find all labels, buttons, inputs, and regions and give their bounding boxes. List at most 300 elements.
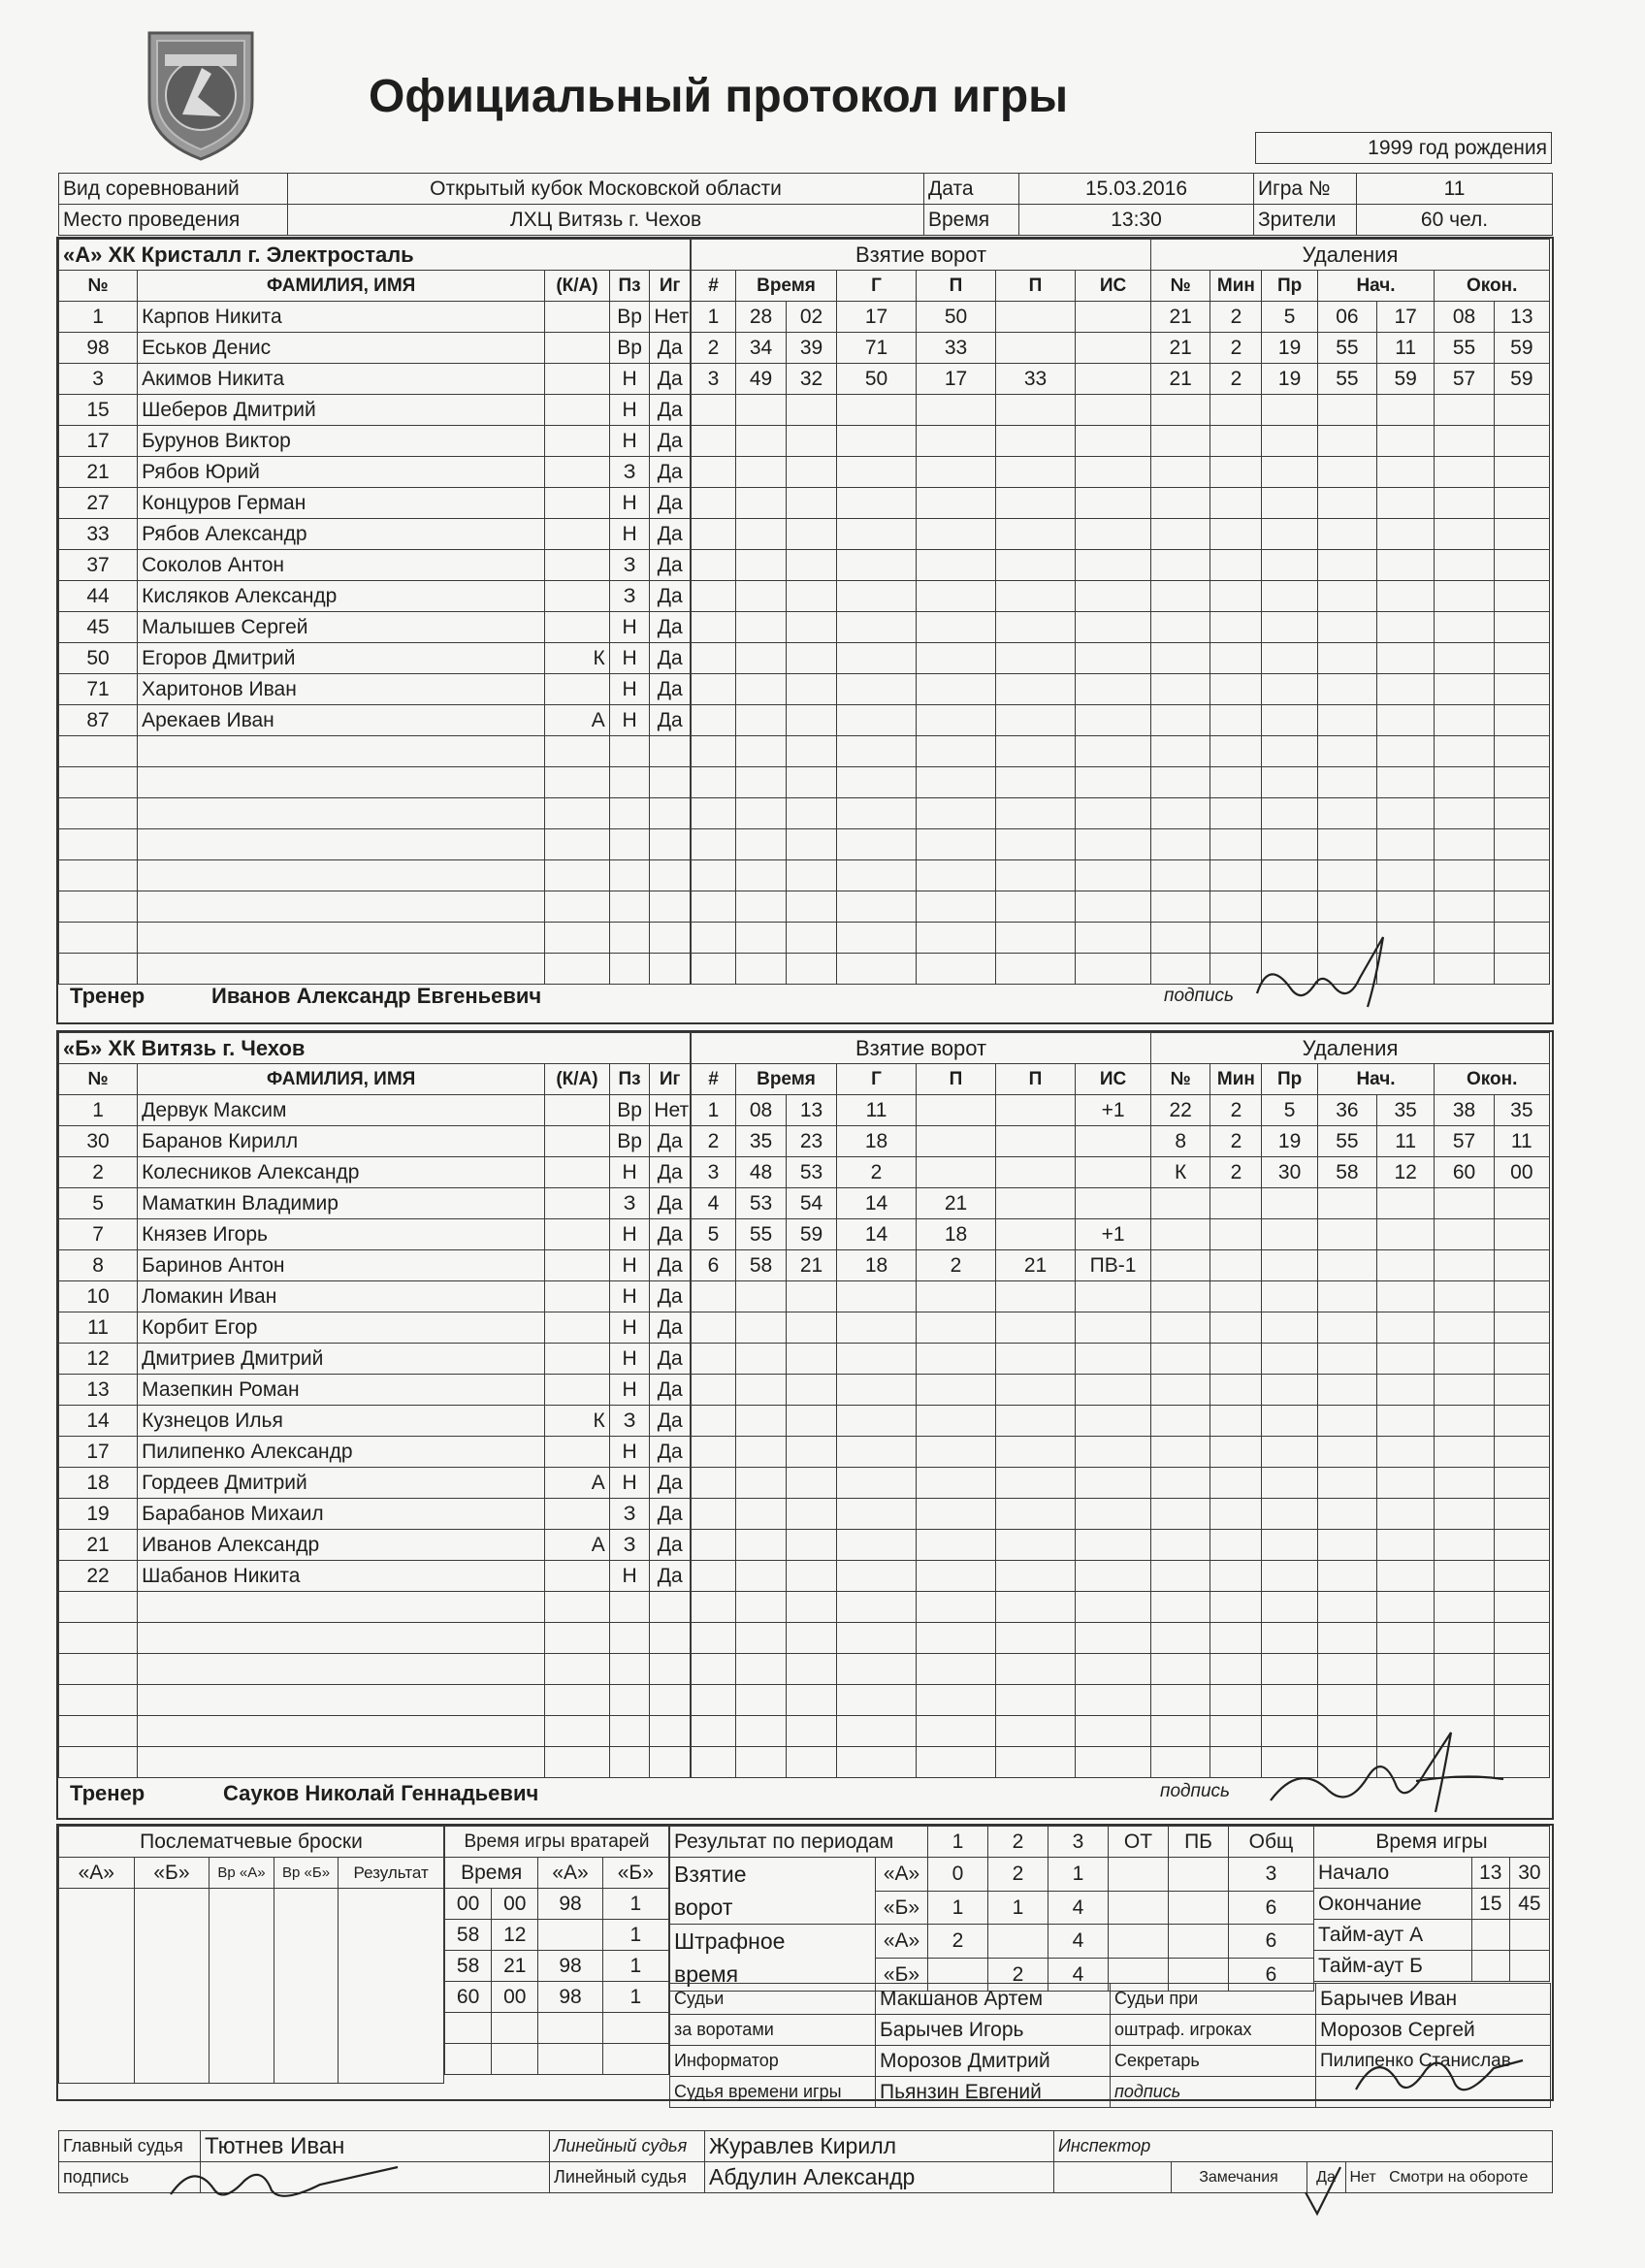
goal-situation — [1076, 519, 1151, 550]
player-captain: К — [545, 643, 610, 674]
gk-team-b — [602, 2044, 668, 2075]
goal-judge-2: Барычев Игорь — [876, 2015, 1111, 2046]
player-captain — [545, 1157, 610, 1188]
goal-row — [692, 1095, 1151, 1126]
goal-assist-1 — [917, 767, 996, 798]
goal-assist-2 — [996, 954, 1076, 985]
goal-assist-1 — [917, 1126, 996, 1157]
goal-assist-1: 18 — [917, 1219, 996, 1250]
player-played — [650, 1592, 691, 1623]
goal-minute: 35 — [736, 1126, 787, 1157]
penalty-row — [1151, 860, 1550, 891]
player-captain — [545, 1281, 610, 1312]
player-position — [609, 1623, 650, 1654]
player-number — [59, 1623, 138, 1654]
pen-start-min — [1317, 457, 1376, 488]
pen-reason: 30 — [1262, 1157, 1317, 1188]
goal-row — [692, 1561, 1151, 1592]
goal-scorer — [837, 1623, 917, 1654]
player-row — [59, 1468, 691, 1499]
player-name: Маматкин Владимир — [138, 1188, 545, 1219]
pen-number: К — [1151, 1157, 1210, 1188]
player-name: Карпов Никита — [138, 302, 545, 333]
goal-second — [787, 1654, 837, 1685]
pen-start-min — [1317, 860, 1376, 891]
game-info-table — [58, 173, 1553, 236]
goal-minute — [736, 891, 787, 923]
gk-team-b: 1 — [602, 1920, 668, 1951]
pen-start-sec — [1377, 1499, 1435, 1530]
goal-number — [692, 426, 736, 457]
pen-reason — [1262, 891, 1317, 923]
player-position: З — [609, 1530, 650, 1561]
pen-start-sec — [1377, 519, 1435, 550]
player-number: 22 — [59, 1561, 138, 1592]
pen-start-sec: 11 — [1377, 1126, 1435, 1157]
player-position — [609, 736, 650, 767]
goal-minute — [736, 426, 787, 457]
player-played: Да — [650, 674, 691, 705]
goal-second — [787, 1312, 837, 1344]
player-position: З — [609, 1406, 650, 1437]
goal-minute — [736, 1561, 787, 1592]
player-number: 12 — [59, 1344, 138, 1375]
timeout-b-label: Тайм-аут Б — [1314, 1951, 1472, 1982]
goal-number: 1 — [692, 302, 736, 333]
col-goal-assist1: П — [917, 1064, 996, 1095]
pen-number — [1151, 1685, 1210, 1716]
goal-number — [692, 1344, 736, 1375]
pim-label — [670, 1925, 876, 1992]
goal-scorer — [837, 395, 917, 426]
goal-scorer — [837, 426, 917, 457]
goal-assist-2 — [996, 1654, 1076, 1685]
pen-end-sec — [1494, 1623, 1549, 1654]
pen-minutes — [1210, 767, 1262, 798]
pen-minutes: 2 — [1210, 1126, 1262, 1157]
pen-reason — [1262, 1281, 1317, 1312]
pen-reason: 5 — [1262, 302, 1317, 333]
team-b-signature-label: подпись — [1160, 1781, 1231, 1801]
pen-start-sec — [1377, 1188, 1435, 1219]
pen-start-sec — [1377, 1654, 1435, 1685]
secretary-signature-label: подпись — [1111, 2077, 1316, 2108]
player-played: Да — [650, 426, 691, 457]
pen-reason — [1262, 1468, 1317, 1499]
pim-team-a: «А» — [876, 1925, 928, 1959]
goal-assist-1 — [917, 1530, 996, 1561]
player-played: Да — [650, 1375, 691, 1406]
goal-number — [692, 891, 736, 923]
penalty-row — [1151, 1561, 1550, 1592]
pen-start-sec — [1377, 550, 1435, 581]
player-captain — [545, 333, 610, 364]
game-number-label: Игра № — [1254, 174, 1357, 205]
player-captain — [545, 798, 610, 829]
goals-team-a: «А» — [876, 1858, 928, 1892]
goals-label — [670, 1858, 876, 1925]
goal-number: 3 — [692, 364, 736, 395]
pen-reason — [1262, 767, 1317, 798]
goal-row — [692, 1623, 1151, 1654]
pen-number — [1151, 923, 1210, 954]
gk-team-a — [538, 2013, 602, 2044]
player-position: Н — [609, 1250, 650, 1281]
pen-minutes — [1210, 736, 1262, 767]
goal-number — [692, 1716, 736, 1747]
pen-number — [1151, 674, 1210, 705]
pen-minutes — [1210, 1281, 1262, 1312]
goal-row — [692, 1219, 1151, 1250]
goal-second — [787, 395, 837, 426]
checkmark-icon — [1300, 2163, 1348, 2221]
team-b-penalties — [1150, 1032, 1550, 1778]
goal-assist-1 — [917, 1406, 996, 1437]
pen-start-min — [1317, 1437, 1376, 1468]
pen-minutes — [1210, 1716, 1262, 1747]
pen-minutes — [1210, 674, 1262, 705]
gk-team-b: 1 — [602, 1889, 668, 1920]
penalty-row — [1151, 395, 1550, 426]
player-played — [650, 1654, 691, 1685]
goal-situation — [1076, 1623, 1151, 1654]
player-number: 8 — [59, 1250, 138, 1281]
goal-situation — [1076, 705, 1151, 736]
remarks-label: Замечания — [1171, 2162, 1306, 2192]
pen-end-sec — [1494, 1561, 1549, 1592]
goal-second — [787, 643, 837, 674]
goal-number — [692, 705, 736, 736]
goal-assist-2 — [996, 736, 1076, 767]
pen-start-sec — [1377, 1437, 1435, 1468]
goal-minute — [736, 488, 787, 519]
penalty-row — [1151, 643, 1550, 674]
player-row — [59, 1312, 691, 1344]
goal-minute: 53 — [736, 1188, 787, 1219]
penalty-row — [1151, 829, 1550, 860]
goal-scorer — [837, 1375, 917, 1406]
goal-number — [692, 1406, 736, 1437]
pen-minutes — [1210, 860, 1262, 891]
goal-minute — [736, 612, 787, 643]
player-position — [609, 798, 650, 829]
pen-start-min — [1317, 1530, 1376, 1561]
goal-number — [692, 1437, 736, 1468]
player-captain — [545, 1623, 610, 1654]
pen-judge-2: Морозов Сергей — [1316, 2015, 1551, 2046]
goal-minute: 48 — [736, 1157, 787, 1188]
gk-minute: 60 — [445, 1982, 492, 2013]
start-label: Начало — [1314, 1858, 1472, 1889]
gk-second: 00 — [492, 1982, 538, 2013]
pen-start-min: 55 — [1317, 364, 1376, 395]
pen-minutes — [1210, 1375, 1262, 1406]
gk-second — [492, 2044, 538, 2075]
pen-reason — [1262, 1685, 1317, 1716]
pen-end-sec — [1494, 1188, 1549, 1219]
pim-label-1: Штрафное — [674, 1928, 786, 1954]
goal-assist-1 — [917, 1344, 996, 1375]
player-position: З — [609, 550, 650, 581]
pen-number — [1151, 891, 1210, 923]
team-a-goals — [691, 239, 1151, 985]
goal-scorer: 11 — [837, 1095, 917, 1126]
goal-row — [692, 1654, 1151, 1685]
player-name: Баринов Антон — [138, 1250, 545, 1281]
pen-number — [1151, 1437, 1210, 1468]
goals-label-2: ворот — [674, 1895, 733, 1920]
player-played: Да — [650, 705, 691, 736]
goal-assist-1 — [917, 954, 996, 985]
goal-minute — [736, 1406, 787, 1437]
pen-start-sec — [1377, 643, 1435, 674]
goal-number — [692, 643, 736, 674]
pen-end-sec — [1494, 1685, 1549, 1716]
goal-assist-1 — [917, 488, 996, 519]
penalty-row — [1151, 1157, 1550, 1188]
col-pos: Пз — [609, 271, 650, 302]
col-num: № — [59, 271, 138, 302]
goal-scorer: 14 — [837, 1219, 917, 1250]
goal-assist-1 — [917, 1468, 996, 1499]
goal-situation — [1076, 364, 1151, 395]
player-captain — [545, 1592, 610, 1623]
goal-second — [787, 860, 837, 891]
goal-assist-1 — [917, 674, 996, 705]
goal-minute — [736, 1312, 787, 1344]
goal-assist-2 — [996, 1592, 1076, 1623]
team-b-signature — [1261, 1723, 1523, 1820]
player-name: Арекаев Иван — [138, 705, 545, 736]
player-row — [59, 1375, 691, 1406]
pen-start-sec — [1377, 1561, 1435, 1592]
pen-start-sec — [1377, 488, 1435, 519]
col-goal-scorer: Г — [837, 1064, 917, 1095]
col-pen-start: Нач. — [1317, 271, 1435, 302]
goal-scorer — [837, 1312, 917, 1344]
pen-start-sec — [1377, 457, 1435, 488]
team-b-title: «Б» ХК Витязь г. Чехов — [59, 1033, 691, 1064]
pen-number — [1151, 860, 1210, 891]
goal-judges-label-1: Судьи — [670, 1984, 876, 2015]
player-name: Рябов Александр — [138, 519, 545, 550]
player-name: Дервук Максим — [138, 1095, 545, 1126]
goal-minute — [736, 1530, 787, 1561]
goal-second: 02 — [787, 302, 837, 333]
pen-start-sec — [1377, 798, 1435, 829]
goal-minute — [736, 767, 787, 798]
goal-situation — [1076, 333, 1151, 364]
pen-start-min — [1317, 643, 1376, 674]
goal-assist-2 — [996, 1375, 1076, 1406]
player-captain — [545, 860, 610, 891]
goal-scorer — [837, 1468, 917, 1499]
pen-start-min — [1317, 798, 1376, 829]
penalty-row — [1151, 1188, 1550, 1219]
goal-minute — [736, 457, 787, 488]
goal-assist-2 — [996, 860, 1076, 891]
goal-second — [787, 1375, 837, 1406]
pen-end-min — [1435, 1623, 1494, 1654]
col-pen-min: Мин — [1210, 271, 1262, 302]
pen-minutes: 2 — [1210, 364, 1262, 395]
player-captain — [545, 891, 610, 923]
pen-end-min — [1435, 581, 1494, 612]
player-played: Да — [650, 519, 691, 550]
player-name: Князев Игорь — [138, 1219, 545, 1250]
goal-assist-2 — [996, 1219, 1076, 1250]
player-number: 7 — [59, 1219, 138, 1250]
pen-reason — [1262, 1623, 1317, 1654]
pen-number — [1151, 954, 1210, 985]
pen-start-sec — [1377, 829, 1435, 860]
player-number: 33 — [59, 519, 138, 550]
player-row — [59, 1188, 691, 1219]
pen-number: 21 — [1151, 302, 1210, 333]
goal-assist-1 — [917, 923, 996, 954]
goalie-time-row — [445, 1951, 669, 1982]
team-a-coach-label: Тренер — [70, 984, 145, 1008]
pen-start-min — [1317, 426, 1376, 457]
pen-start-sec — [1377, 395, 1435, 426]
player-row — [59, 1654, 691, 1685]
penalty-row — [1151, 581, 1550, 612]
goal-assist-2 — [996, 1281, 1076, 1312]
penalty-row — [1151, 798, 1550, 829]
timekeeper-name: Пьянзин Евгений — [876, 2077, 1111, 2108]
goal-row — [692, 643, 1151, 674]
pen-start-min — [1317, 1561, 1376, 1592]
player-number — [59, 736, 138, 767]
pen-minutes — [1210, 1530, 1262, 1561]
player-number — [59, 1592, 138, 1623]
goal-number — [692, 1747, 736, 1778]
goal-minute — [736, 829, 787, 860]
goals-b-p2: 1 — [988, 1891, 1048, 1925]
penalty-row — [1151, 1499, 1550, 1530]
pen-minutes — [1210, 457, 1262, 488]
player-name: Харитонов Иван — [138, 674, 545, 705]
player-name — [138, 829, 545, 860]
pen-minutes — [1210, 891, 1262, 923]
player-row — [59, 1561, 691, 1592]
goal-scorer — [837, 550, 917, 581]
start-hour: 13 — [1471, 1858, 1509, 1889]
goals-a-total: 3 — [1229, 1858, 1314, 1892]
goal-situation — [1076, 736, 1151, 767]
gk-team-b: 1 — [602, 1982, 668, 2013]
pen-number — [1151, 1592, 1210, 1623]
pen-start-sec — [1377, 581, 1435, 612]
pen-reason — [1262, 1654, 1317, 1685]
pen-number: 22 — [1151, 1095, 1210, 1126]
pen-reason — [1262, 1499, 1317, 1530]
player-played — [650, 798, 691, 829]
pen-start-min — [1317, 1468, 1376, 1499]
pen-number — [1151, 736, 1210, 767]
goal-minute — [736, 1592, 787, 1623]
pen-reason — [1262, 860, 1317, 891]
end-minute: 45 — [1509, 1889, 1549, 1920]
player-number: 30 — [59, 1126, 138, 1157]
goal-scorer — [837, 767, 917, 798]
player-captain — [545, 1499, 610, 1530]
pen-number — [1151, 1468, 1210, 1499]
goal-second: 59 — [787, 1219, 837, 1250]
player-name: Бурунов Виктор — [138, 426, 545, 457]
pen-number — [1151, 550, 1210, 581]
player-played — [650, 1747, 691, 1778]
player-played — [650, 1623, 691, 1654]
player-row — [59, 705, 691, 736]
team-a-title: «А» ХК Кристалл г. Электросталь — [59, 240, 691, 271]
goal-row — [692, 1592, 1151, 1623]
goals-a-p3: 1 — [1048, 1858, 1109, 1892]
shootout-title: Послематчевые броски — [59, 1827, 444, 1858]
goal-assist-2 — [996, 1437, 1076, 1468]
pen-end-sec — [1494, 860, 1549, 891]
goal-number — [692, 612, 736, 643]
pen-start-min — [1317, 1219, 1376, 1250]
goal-minute — [736, 705, 787, 736]
player-number: 87 — [59, 705, 138, 736]
goal-situation — [1076, 1561, 1151, 1592]
pen-minutes: 2 — [1210, 333, 1262, 364]
goal-assist-2: 21 — [996, 1250, 1076, 1281]
pen-end-sec — [1494, 643, 1549, 674]
player-captain — [545, 1250, 610, 1281]
remarks-no-see-back — [1345, 2162, 1553, 2192]
player-row — [59, 860, 691, 891]
goal-row — [692, 1344, 1151, 1375]
goal-scorer: 14 — [837, 1188, 917, 1219]
player-captain — [545, 612, 610, 643]
player-played: Да — [650, 1344, 691, 1375]
player-captain — [545, 1219, 610, 1250]
player-captain — [545, 923, 610, 954]
timeout-a-label: Тайм-аут А — [1314, 1920, 1472, 1951]
player-row — [59, 1250, 691, 1281]
col-pen-min: Мин — [1210, 1064, 1262, 1095]
gk-col-time: Время — [445, 1858, 538, 1889]
penalty-row — [1151, 302, 1550, 333]
player-captain — [545, 395, 610, 426]
goal-second: 53 — [787, 1157, 837, 1188]
gk-second: 00 — [492, 1889, 538, 1920]
main-ref-signature — [155, 2155, 427, 2214]
goal-situation — [1076, 1716, 1151, 1747]
col-goal-time: Время — [736, 271, 837, 302]
goal-scorer: 18 — [837, 1126, 917, 1157]
goal-minute — [736, 860, 787, 891]
goal-situation — [1076, 302, 1151, 333]
pen-end-min — [1435, 457, 1494, 488]
pen-minutes — [1210, 1592, 1262, 1623]
player-name: Еськов Денис — [138, 333, 545, 364]
goal-row — [692, 333, 1151, 364]
goal-number — [692, 550, 736, 581]
player-number — [59, 767, 138, 798]
pen-end-sec — [1494, 426, 1549, 457]
pen-minutes — [1210, 1312, 1262, 1344]
goal-number — [692, 1468, 736, 1499]
player-number: 21 — [59, 457, 138, 488]
goal-row — [692, 581, 1151, 612]
player-captain — [545, 954, 610, 985]
player-played: Нет — [650, 302, 691, 333]
pen-number — [1151, 1561, 1210, 1592]
player-row — [59, 798, 691, 829]
